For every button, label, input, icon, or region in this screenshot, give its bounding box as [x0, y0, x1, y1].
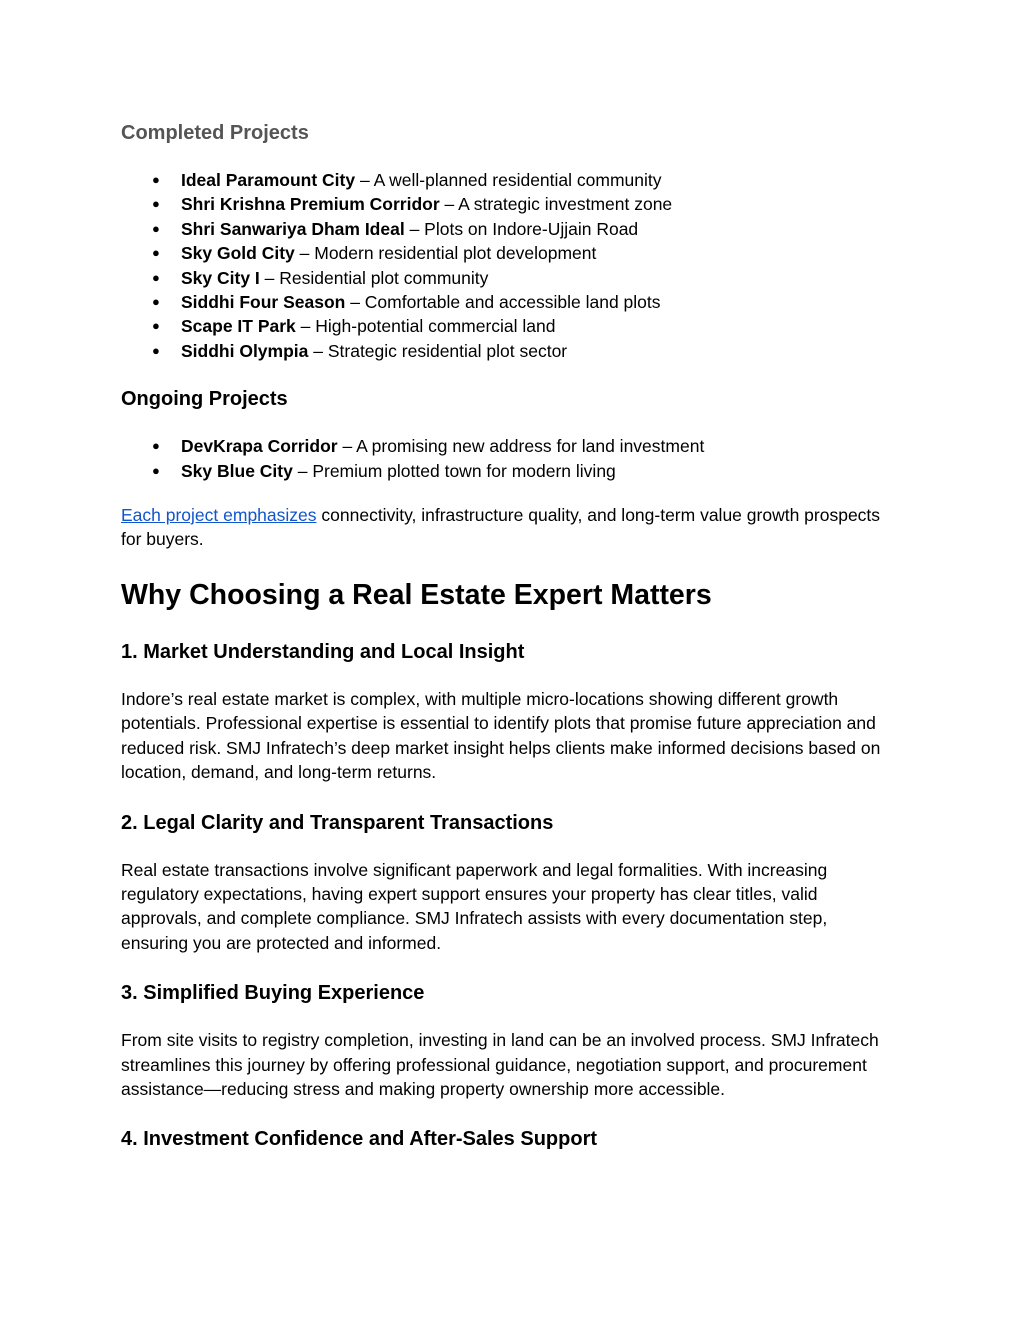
section-2-body: Real estate transactions involve significant paperwork and legal formalities. With increasing regulatory expectations, having expert support ensures your property has clear titles, valid approvals, and complete compliance. SMJ Infratech assists with every documentation step, ensuring you are protected and informed. — [121, 859, 828, 953]
section-1-body: Indore’s real estate market is complex, with multiple micro-locations showing different growth potentials. Professional expertise is essential to identify plots that promise future appreciation and reduced risk. SMJ Infratech’s deep market insight helps clients make informed decisions based on location, demand, and long-term returns. — [121, 688, 881, 783]
list-item — [121, 290, 891, 314]
list-item — [121, 241, 891, 265]
bullet-icon: ● — [152, 269, 160, 285]
completed-projects-heading: Completed Projects — [121, 122, 309, 144]
section-4-heading: 4. Investment Confidence and After-Sales Support — [121, 1128, 598, 1151]
project-name: Sky Gold City — [181, 243, 295, 264]
project-name: Sky Blue City — [181, 460, 293, 481]
each-project-link[interactable]: Each project emphasizes — [121, 505, 317, 526]
project-description: – Comfortable and accessible land plots — [345, 292, 661, 313]
section-1-heading: 1. Market Understanding and Local Insight — [121, 640, 525, 663]
list-item — [121, 434, 891, 458]
project-description: – Modern residential plot development — [294, 243, 597, 264]
bullet-icon: ● — [152, 438, 160, 454]
section-3-body: From site visits to registry completion, investing in land can be an involved process. SMJ Infratech streamlines this journey by offering professional guidance, negotiation support, and procurement assistance—reducing stress and making property ownership more accessible. — [121, 1030, 879, 1099]
project-name: Shri Sanwariya Dham Ideal — [181, 218, 405, 239]
document-content — [121, 118, 891, 1154]
projects-summary-paragraph — [121, 503, 891, 552]
project-name: Siddhi Olympia — [181, 340, 309, 361]
list-item — [121, 266, 891, 290]
project-description: – A strategic investment zone — [439, 194, 673, 215]
list-item — [121, 339, 891, 363]
project-description: – High-potential commercial land — [295, 316, 556, 337]
ongoing-projects-list — [121, 434, 891, 483]
section-2-heading: 2. Legal Clarity and Transparent Transactions — [121, 811, 554, 834]
bullet-icon: ● — [152, 172, 160, 187]
list-item — [121, 192, 891, 216]
project-description: – A promising new address for land investment — [337, 436, 705, 457]
project-description: – A well-planned residential community — [355, 170, 662, 190]
project-name: Shri Krishna Premium Corridor — [181, 194, 440, 215]
list-item — [121, 168, 891, 192]
ongoing-projects-heading: Ongoing Projects — [121, 388, 288, 411]
completed-projects-list — [121, 168, 891, 363]
project-name: DevKrapa Corridor — [181, 436, 338, 457]
bullet-icon: ● — [152, 196, 160, 212]
section-3-heading: 3. Simplified Buying Experience — [121, 982, 425, 1005]
why-expert-heading: Why Choosing a Real Estate Expert Matters — [121, 578, 712, 611]
bullet-icon: ● — [152, 294, 160, 310]
bullet-icon: ● — [152, 318, 160, 334]
project-name: Siddhi Four Season — [181, 292, 346, 313]
project-name: Ideal Paramount City — [181, 170, 356, 190]
project-name: Scape IT Park — [181, 316, 296, 337]
project-description: – Residential plot community — [259, 267, 489, 288]
project-description: – Plots on Indore-Ujjain Road — [404, 218, 639, 239]
summary-text: connectivity, infrastructure quality, and long-term value growth prospects for buyers. — [121, 505, 881, 550]
project-description: – Strategic residential plot sector — [308, 340, 568, 361]
list-item — [121, 217, 891, 241]
list-item — [121, 459, 891, 483]
bullet-icon: ● — [152, 245, 160, 261]
list-item — [121, 314, 891, 338]
bullet-icon: ● — [152, 220, 160, 236]
bullet-icon: ● — [152, 462, 160, 478]
project-name: Sky City I — [181, 267, 260, 288]
project-description: – Premium plotted town for modern living — [292, 460, 616, 481]
bullet-icon: ● — [152, 342, 160, 358]
